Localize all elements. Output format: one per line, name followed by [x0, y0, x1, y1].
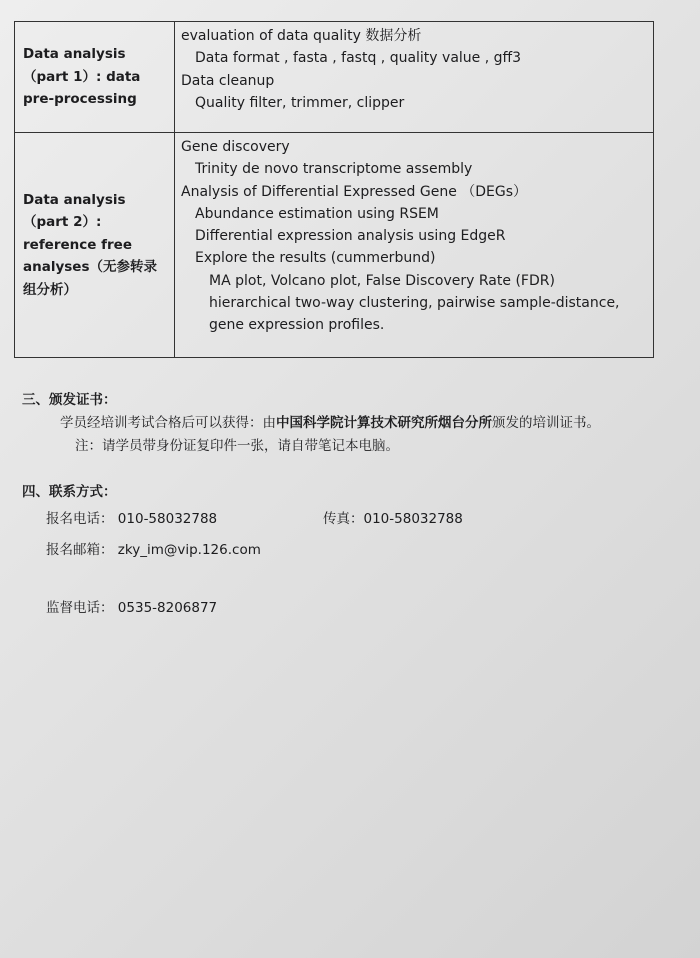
phone-label: 报名电话： [46, 511, 114, 527]
certificate-heading: 三、颁发证书： [22, 392, 117, 408]
row-content-cell [175, 22, 654, 133]
supervise-value: 0535-8206877 [117, 600, 218, 616]
email-row [46, 538, 261, 558]
supervise-phone-row [46, 596, 217, 616]
phone-value: 010-58032788 [117, 511, 218, 527]
supervise-label: 监督电话： [46, 600, 114, 616]
content-line: Explore the results (cummerbund) [195, 250, 436, 267]
content-line: evaluation of data quality 数据分析 [181, 28, 422, 44]
row-label-cell [15, 22, 175, 133]
content-line: Analysis of Differential Expressed Gene （DEGs） [181, 183, 528, 200]
certificate-line-prefix: 学员经培训考试合格后可以获得：由 [60, 415, 276, 431]
phone-row [46, 507, 217, 527]
email-label: 报名邮箱： [46, 542, 114, 558]
certificate-note: 注：请学员带身份证复印件一张，请自带笔记本电脑。 [75, 438, 399, 454]
syllabus-table [14, 21, 654, 358]
content-line: gene expression profiles. [209, 317, 385, 334]
content-line: Quality filter, trimmer, clipper [195, 94, 405, 111]
row-label-cell [15, 133, 175, 358]
certificate-line [60, 411, 600, 431]
content-line: Gene discovery [181, 139, 290, 155]
content-line: Differential expression analysis using EdgeR [195, 228, 506, 245]
table-row [15, 22, 654, 133]
fax-row [323, 507, 463, 527]
email-value: zky_im@vip.126.com [117, 542, 261, 558]
contact-heading: 四、联系方式： [22, 484, 117, 500]
content-line: hierarchical two-way clustering, pairwise sample-distance, [209, 295, 620, 312]
content-line: Abundance estimation using RSEM [195, 205, 439, 222]
row-label: Data analysis （part 1）: data pre-processing [23, 46, 141, 108]
fax-value: 010-58032788 [363, 511, 463, 527]
row-label: Data analysis （part 2）: reference free analyses（无参转录 组分析） [23, 191, 157, 298]
fax-label: 传真： [323, 511, 364, 527]
row-content-cell [175, 133, 654, 358]
content-line: Data cleanup [181, 72, 275, 89]
content-line: Trinity de novo transcriptome assembly [195, 161, 473, 178]
institution-name: 中国科学院计算技术研究所烟台分所 [276, 415, 492, 431]
content-line: Data format , fasta , fastq , quality value , gff3 [195, 50, 522, 67]
content-line: MA plot, Volcano plot, False Discovery Rate (FDR) [209, 272, 555, 289]
certificate-line-suffix: 颁发的培训证书。 [492, 415, 600, 431]
table-row [15, 133, 654, 358]
